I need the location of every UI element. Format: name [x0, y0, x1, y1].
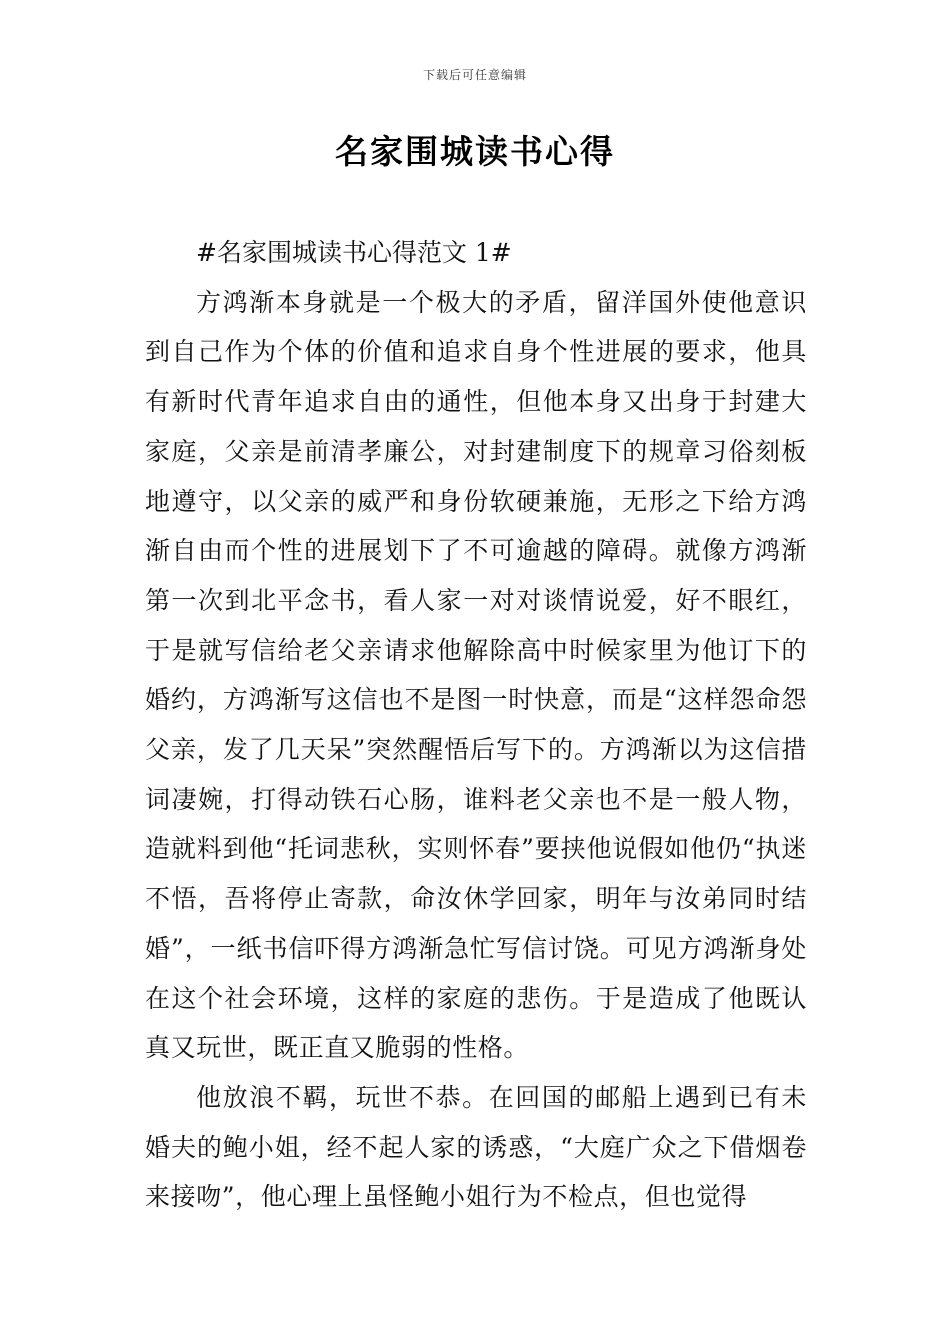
- document-body: [145, 228, 807, 1222]
- section-heading: #名家围城读书心得范文 1#: [196, 238, 512, 267]
- page-title: 名家围城读书心得: [335, 132, 615, 171]
- paragraph-1: 方鸿渐本身就是一个极大的矛盾，留洋国外使他意识到自己作为个体的价值和追求自身个性进展的要求，他具有新时代青年追求自由的通性，但他本身又出身于封建大家庭，父亲是前清孝廉公，对封建制度下的规章习俗刻板地遵守，以父亲的威严和身份软硬兼施，无形之下给方鸿渐自由而个性的进展划下了不可逾越的障碍。就像方鸿渐第一次到北平念书，看人家一对对谈情说爱，好不眼红，于是就写信给老父亲请求他解除高中时候家里为他订下的婚约，方鸿渐写这信也不是图一时快意，而是“这样怨命怨父亲，发了几天呆”突然醒悟后写下的。方鸿渐以为这信措词凄婉，打得动铁石心肠，谁料老父亲也不是一般人物，造就料到他“托词悲秋，实则怀春”要挟他说假如他仍“执迷不悟，吾将停止寄款，命汝休学回家，明年与汝弟同时结婚”，一纸书信吓得方鸿渐急忙写信讨饶。可见方鸿渐身处在这个社会环境，这样的家庭的悲伤。于是造成了他既认真又玩世，既正直又脆弱的性格。: [145, 287, 807, 1063]
- paragraph-2: 他放浪不羁，玩世不恭。在回国的邮船上遇到已有未婚夫的鲍小姐，经不起人家的诱惑，“大庭广众之下借烟卷来接吻”，他心理上虽怪鲍小姐行为不检点，但也觉得: [145, 1082, 807, 1212]
- header-note: 下载后可任意编辑: [422, 68, 527, 82]
